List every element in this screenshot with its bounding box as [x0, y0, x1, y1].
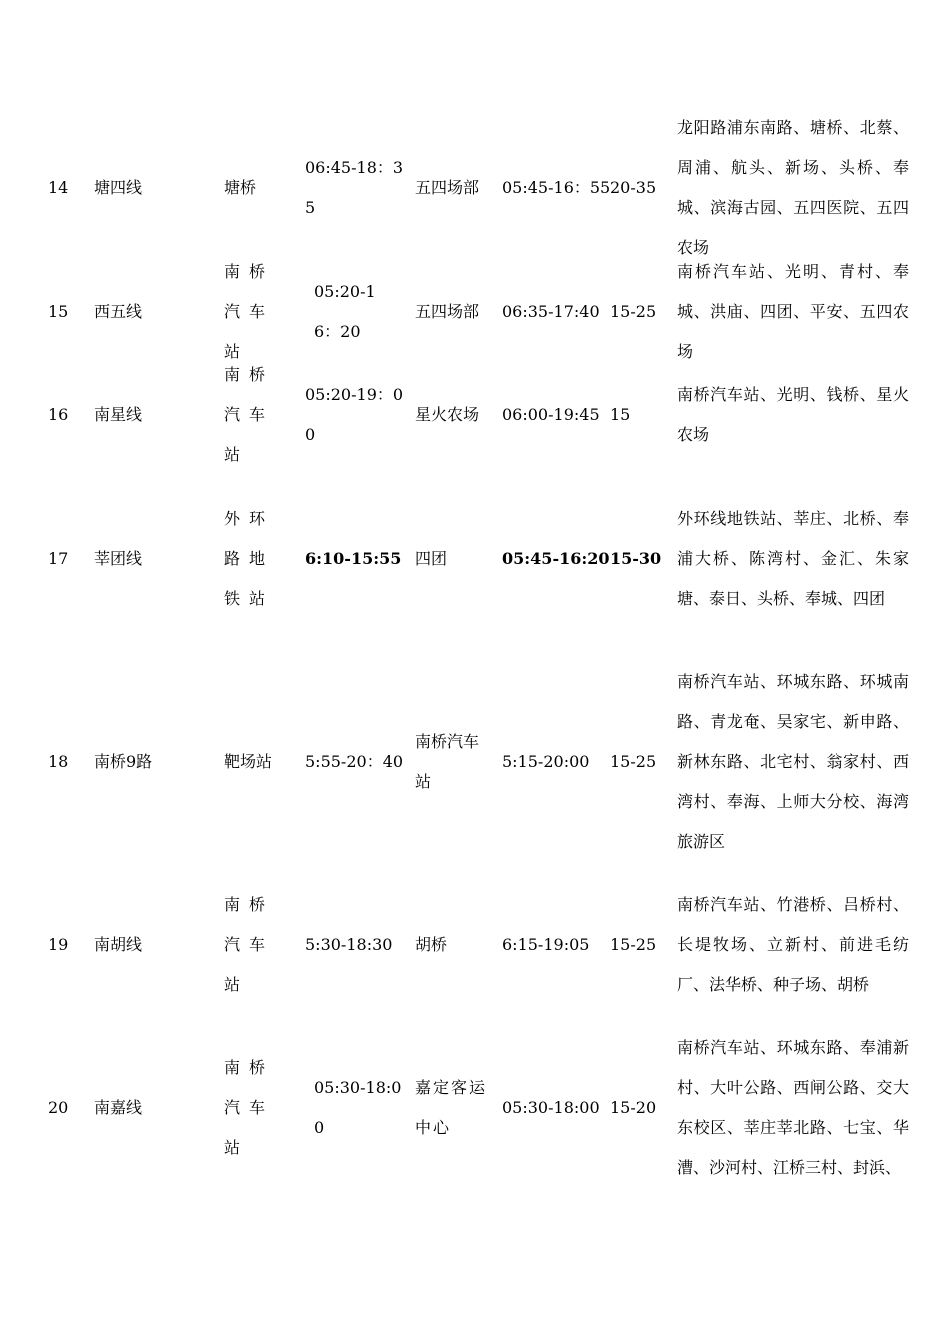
- origin-hours: 5:30-18:30: [305, 935, 393, 954]
- destination-hours: 05:45-16:20: [502, 549, 610, 568]
- table-row: [0, 662, 950, 862]
- route-name: 塘四线: [94, 178, 143, 197]
- table-row: [0, 1028, 950, 1188]
- origin-hours: 06:45-18：35: [305, 158, 404, 217]
- destination-hours: 5:15-20:00: [502, 752, 590, 771]
- destination-station: 四团: [415, 549, 448, 568]
- destination-hours: 06:35-17:40: [502, 302, 600, 321]
- origin-hours: 05:30-18:00: [314, 1078, 402, 1137]
- origin-station: 南桥汽车站: [224, 262, 275, 361]
- destination-station: 南桥汽车站: [415, 732, 480, 791]
- interval-minutes: 15-20: [610, 1098, 657, 1117]
- origin-station: 南桥汽车站: [224, 365, 275, 464]
- destination-hours: 05:30-18:00: [502, 1098, 600, 1117]
- table-row: [0, 365, 950, 464]
- origin-hours: 05:20-16：20: [314, 282, 376, 341]
- origin-hours: 5:55-20：40: [305, 752, 404, 771]
- route-number: 20: [48, 1098, 69, 1117]
- stop-list: 南桥汽车站、竹港桥、吕桥村、长堤牧场、立新村、前进毛纺厂、法华桥、种子场、胡桥: [677, 895, 909, 994]
- origin-hours: 05:20-19：00: [305, 385, 404, 444]
- origin-station: 塘桥: [224, 178, 257, 197]
- table-row: [0, 479, 950, 639]
- interval-minutes: 20-35: [610, 178, 657, 197]
- route-number: 19: [48, 935, 69, 954]
- destination-hours: 06:00-19:45: [502, 405, 600, 424]
- destination-station: 胡桥: [415, 935, 448, 954]
- route-name: 南嘉线: [94, 1098, 143, 1117]
- stop-list: 南桥汽车站、环城东路、环城南路、青龙奄、吴家宅、新申路、新林东路、北宅村、翁家村、西湾村、奉海、上师大分校、海湾旅游区: [677, 672, 909, 851]
- stop-list: 外环线地铁站、莘庄、北桥、奉浦大桥、陈湾村、金汇、朱家塘、泰日、头桥、奉城、四团: [677, 509, 909, 608]
- stop-list: 南桥汽车站、光明、钱桥、星火农场: [677, 385, 909, 444]
- origin-station: 外环路地铁站: [224, 509, 275, 608]
- interval-minutes: 15: [610, 405, 631, 424]
- interval-minutes: 15-25: [610, 935, 657, 954]
- origin-hours: 6:10-15:55: [305, 549, 402, 568]
- destination-station: 五四场部: [415, 178, 480, 197]
- route-name: 南胡线: [94, 935, 143, 954]
- route-number: 18: [48, 752, 69, 771]
- table-row: [0, 885, 950, 1005]
- route-number: 14: [48, 178, 69, 197]
- origin-station: 靶场站: [224, 752, 273, 771]
- route-name: 西五线: [94, 302, 143, 321]
- destination-hours: 6:15-19:05: [502, 935, 590, 954]
- interval-minutes: 15-25: [610, 302, 657, 321]
- route-number: 16: [48, 405, 69, 424]
- route-name: 南星线: [94, 405, 143, 424]
- stop-list: 南桥汽车站、光明、青村、奉城、洪庙、四团、平安、五四农场: [677, 262, 909, 361]
- interval-minutes: 15-30: [610, 549, 662, 568]
- destination-hours: 05:45-16：55: [502, 178, 611, 197]
- interval-minutes: 15-25: [610, 752, 657, 771]
- route-number: 17: [48, 549, 69, 568]
- route-number: 15: [48, 302, 69, 321]
- table-row: [0, 118, 950, 257]
- origin-station: 南桥汽车站: [224, 1058, 275, 1157]
- destination-station: 嘉定客运中心: [415, 1078, 488, 1137]
- table-row: [0, 262, 950, 361]
- destination-station: 五四场部: [415, 302, 480, 321]
- route-name: 莘团线: [94, 549, 143, 568]
- destination-station: 星火农场: [415, 405, 480, 424]
- origin-station: 南桥汽车站: [224, 895, 275, 994]
- route-name: 南桥9路: [94, 752, 153, 771]
- stop-list: 南桥汽车站、环城东路、奉浦新村、大叶公路、西闸公路、交大东校区、莘庄莘北路、七宝、华漕、沙河村、江桥三村、封浜、: [677, 1038, 909, 1177]
- stop-list: 龙阳路浦东南路、塘桥、北蔡、周浦、航头、新场、头桥、奉城、滨海古园、五四医院、五四农场: [677, 118, 909, 257]
